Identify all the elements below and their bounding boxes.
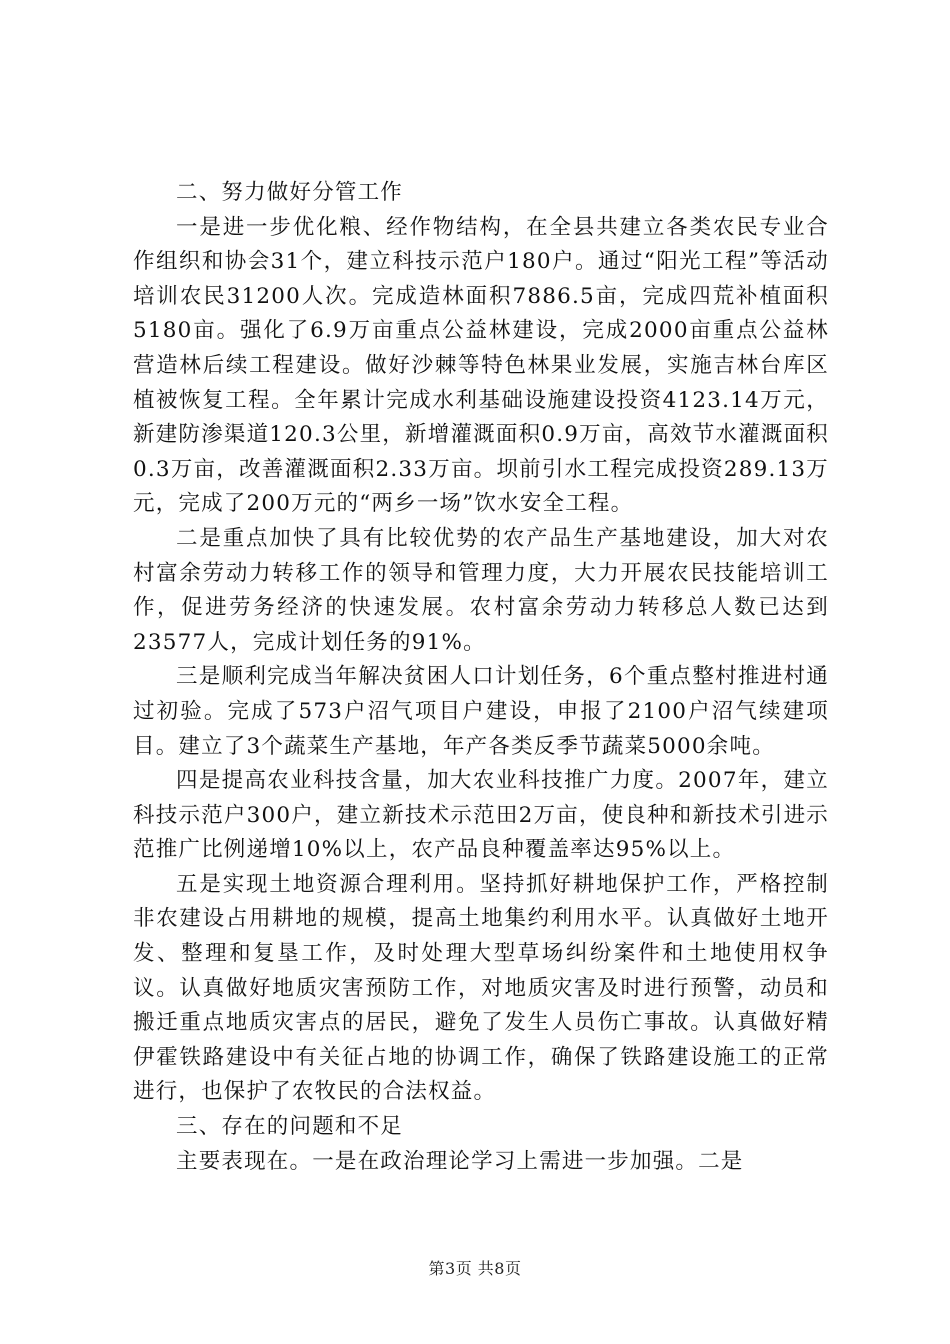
paragraph-4: 四是提高农业科技含量，加大农业科技推广力度。2007年，建立科技示范户300户，建立新技术示范田2万亩，使良种和新技术引进示范推广比例递增10%以上，农产品良种覆盖率达95%以上。 [133,768,829,863]
paragraph-3: 三是顺利完成当年解决贫困人口计划任务，6个重点整村推进村通过初验。完成了573户沼气项目户建设，申报了2100户沼气续建项目。建立了3个蔬菜生产基地，年产各类反季节蔬菜5000余吨。 [133,664,829,759]
paragraph-1: 一是进一步优化粮、经作物结构，在全县共建立各类农民专业合作组织和协会31个，建立科技示范户180户。通过“阳光工程”等活动培训农民31200人次。完成造林面积7886.5亩，完成四荒补植面积5180亩。强化了6.9万亩重点公益林建设，完成2000亩重点公益林营造林后续工程建设。做好沙棘等特色林果业发展，实施吉林台库区植被恢复工程。全年累计完成水利基础设施建设投资4123.14万元，新建防渗渠道120.3公里，新增灌溉面积0.9万亩，高效节水灌溉面积0.3万亩，改善灌溉面积2.33万亩。坝前引水工程完成投资289.13万元，完成了200万元的“两乡一场”饮水安全工程。 [133,214,829,517]
paragraph-6: 主要表现在。一是在政治理论学习上需进一步加强。二是 [176,1148,744,1174]
document-body [133,176,829,1179]
section-heading-3: 三、存在的问题和不足 [176,1114,404,1140]
page-number-footer: 第3页 共8页 [428,1259,522,1278]
paragraph-2: 二是重点加快了具有比较优势的农产品生产基地建设，加大对农村富余劳动力转移工作的领导和管理力度，大力开展农民技能培训工作，促进劳务经济的快速发展。农村富余劳动力转移总人数已达到23577人，完成计划任务的91%。 [133,525,829,655]
paragraph-5: 五是实现土地资源合理利用。坚持抓好耕地保护工作，严格控制非农建设占用耕地的规模，提高土地集约利用水平。认真做好土地开发、整理和复垦工作，及时处理大型草场纠纷案件和土地使用权争议。认真做好地质灾害预防工作，对地质灾害及时进行预警，动员和搬迁重点地质灾害点的居民，避免了发生人员伤亡事故。认真做好精伊霍铁路建设中有关征占地的协调工作，确保了铁路建设施工的正常进行，也保护了农牧民的合法权益。 [133,871,829,1105]
section-heading-2: 二、努力做好分管工作 [176,180,404,205]
